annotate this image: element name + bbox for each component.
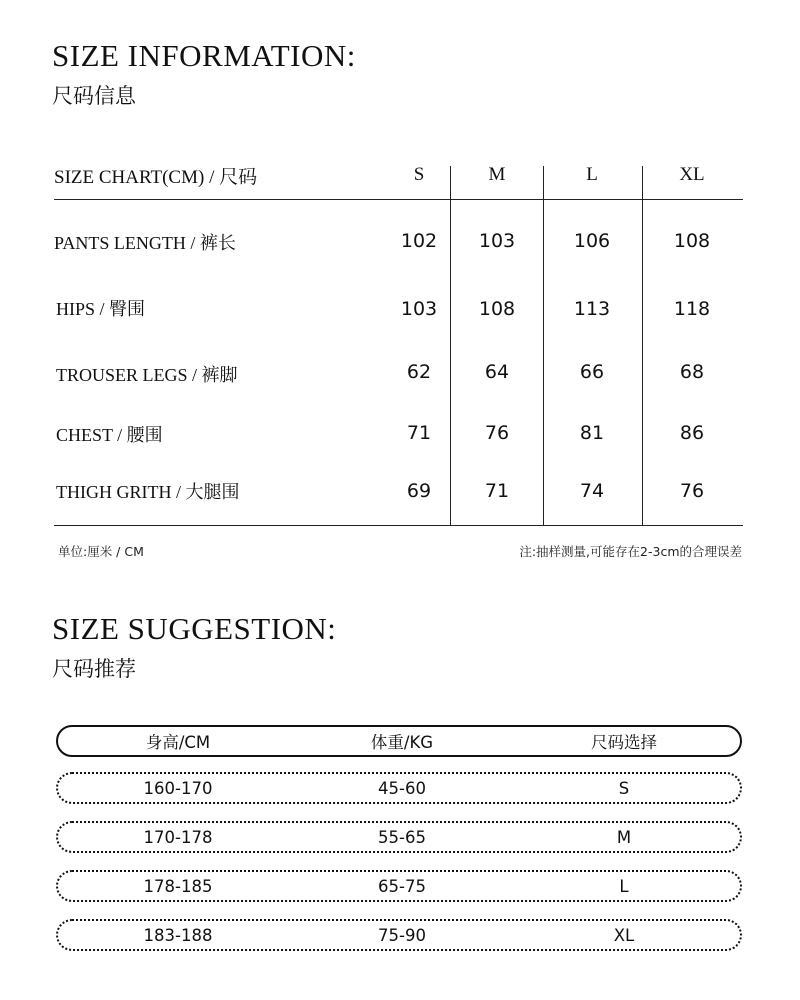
unit-note: 单位:厘米 / CM <box>58 544 144 559</box>
height-range: 170-178 <box>143 827 213 847</box>
table-cell: 118 <box>673 298 711 320</box>
table-cell: 69 <box>406 480 432 502</box>
column-header-l: L <box>586 164 598 185</box>
recommended-size: L <box>619 876 629 896</box>
table-cell: 103 <box>400 298 438 320</box>
table-cell: 76 <box>679 480 705 502</box>
table-cell: 102 <box>400 230 438 252</box>
height-range: 183-188 <box>143 925 213 945</box>
table-cell: 66 <box>579 361 605 383</box>
row-label-thigh-grith: THIGH GRITH / 大腿围 <box>56 482 240 502</box>
table-cell: 62 <box>406 361 432 383</box>
size-suggestion-title: SIZE SUGGESTION: <box>52 611 337 646</box>
table-cell: 108 <box>673 230 711 252</box>
table-cell: 108 <box>478 298 516 320</box>
measurement-note: 注:抽样测量,可能存在2-3cm的合理误差 <box>519 544 742 559</box>
column-header-s: S <box>413 164 425 185</box>
row-label-hips: HIPS / 臀围 <box>56 299 146 319</box>
size-chart-header-label: SIZE CHART(CM) / 尺码 <box>54 167 258 188</box>
row-label-chest: CHEST / 腰围 <box>56 425 163 445</box>
table-cell: 81 <box>579 422 605 444</box>
header-size-choice: 尺码选择 <box>591 733 657 752</box>
suggestion-row <box>56 772 742 804</box>
recommended-size: M <box>616 827 632 847</box>
row-label-pants-length: PANTS LENGTH / 裤长 <box>54 233 236 253</box>
table-cell: 71 <box>484 480 510 502</box>
suggestion-row <box>56 919 742 951</box>
height-range: 160-170 <box>143 778 213 798</box>
recommended-size: XL <box>613 925 635 945</box>
column-divider <box>450 166 451 525</box>
row-label-trouser-legs: TROUSER LEGS / 裤脚 <box>56 365 238 385</box>
header-divider <box>54 199 743 200</box>
table-cell: 76 <box>484 422 510 444</box>
table-cell: 103 <box>478 230 516 252</box>
suggestion-row <box>56 870 742 902</box>
size-information-title: SIZE INFORMATION: <box>52 38 356 73</box>
header-height: 身高/CM <box>145 733 211 752</box>
table-bottom-divider <box>54 525 743 526</box>
size-information-subtitle: 尺码信息 <box>52 84 136 108</box>
table-cell: 64 <box>484 361 510 383</box>
table-cell: 86 <box>679 422 705 444</box>
column-divider <box>642 166 643 525</box>
table-cell: 71 <box>406 422 432 444</box>
recommended-size: S <box>618 778 630 798</box>
weight-range: 75-90 <box>378 925 426 945</box>
height-range: 178-185 <box>143 876 213 896</box>
suggestion-row <box>56 821 742 853</box>
column-header-m: M <box>488 164 506 185</box>
weight-range: 45-60 <box>378 778 426 798</box>
table-cell: 106 <box>573 230 611 252</box>
suggestion-header-row <box>56 725 742 757</box>
weight-range: 65-75 <box>378 876 426 896</box>
size-suggestion-subtitle: 尺码推荐 <box>52 657 136 681</box>
table-cell: 74 <box>579 480 605 502</box>
column-header-xl: XL <box>679 164 705 185</box>
column-divider <box>543 166 544 525</box>
weight-range: 55-65 <box>378 827 426 847</box>
table-cell: 113 <box>573 298 611 320</box>
header-weight: 体重/KG <box>370 733 434 752</box>
table-cell: 68 <box>679 361 705 383</box>
